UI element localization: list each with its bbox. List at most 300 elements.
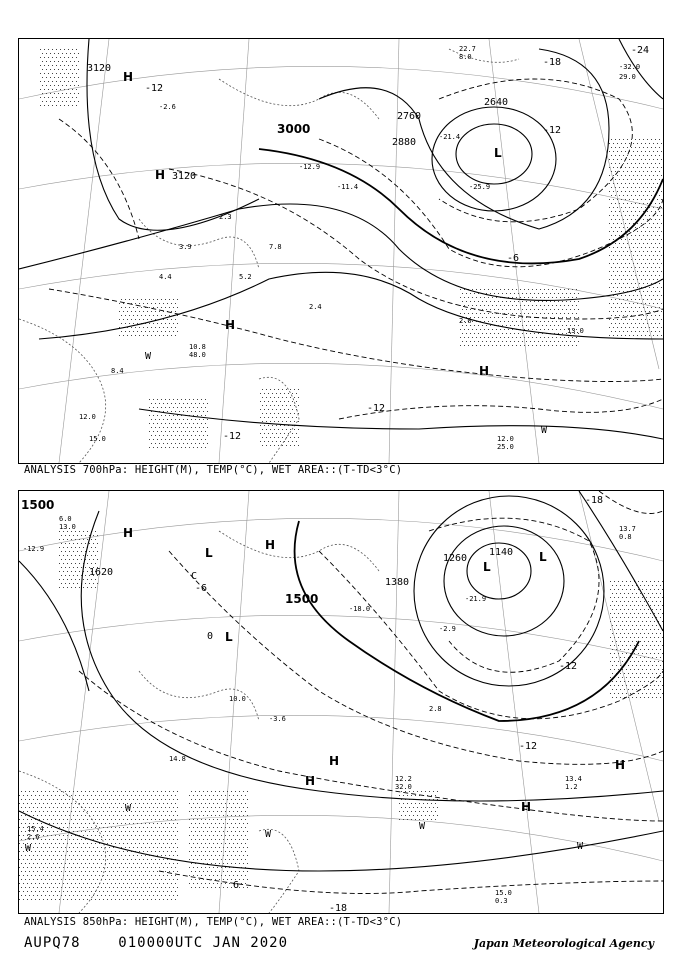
- wet-dot: [171, 795, 172, 796]
- wet-dot: [181, 399, 182, 400]
- wet-dot: [141, 807, 142, 808]
- wet-dot: [658, 653, 659, 654]
- wet-dot: [74, 61, 75, 62]
- wet-dot: [63, 571, 64, 572]
- wet-dot: [508, 329, 509, 330]
- wet-dot: [655, 235, 656, 236]
- wet-dot: [91, 587, 92, 588]
- wet-dot: [171, 899, 172, 900]
- wet-dot: [161, 423, 162, 424]
- wet-dot: [619, 211, 620, 212]
- wet-dot: [227, 815, 228, 816]
- wet-dot: [282, 389, 283, 390]
- wet-dot: [636, 681, 637, 682]
- wet-dot: [189, 835, 190, 836]
- wet-dot: [264, 425, 265, 426]
- wet-dot: [612, 585, 613, 586]
- wet-dot: [133, 307, 134, 308]
- wet-dot: [617, 175, 618, 176]
- wet-dot: [578, 309, 579, 310]
- wet-dot: [544, 305, 545, 306]
- wet-dot: [21, 887, 22, 888]
- wet-dot: [231, 847, 232, 848]
- wet-dot: [51, 843, 52, 844]
- wet-dot: [43, 843, 44, 844]
- wet-dot: [169, 331, 170, 332]
- wet-dot: [95, 811, 96, 812]
- wet-dot: [163, 867, 164, 868]
- wet-dot: [121, 879, 122, 880]
- wet-dot: [642, 605, 643, 606]
- wet-dot: [195, 435, 196, 436]
- height-label: 2640: [484, 97, 509, 108]
- wet-dot: [35, 875, 36, 876]
- wet-dot: [131, 875, 132, 876]
- wet-dot: [637, 295, 638, 296]
- wet-dot: [60, 105, 61, 106]
- wet-dot: [433, 807, 434, 808]
- wet-dot: [125, 315, 126, 316]
- wet-dot: [612, 601, 613, 602]
- wet-dot: [109, 815, 110, 816]
- wet-dot: [614, 669, 615, 670]
- wet-dot: [197, 795, 198, 796]
- wet-dot: [231, 807, 232, 808]
- wet-dot: [195, 807, 196, 808]
- wet-dot: [609, 231, 610, 232]
- wet-dot: [71, 811, 72, 812]
- wet-dot: [177, 831, 178, 832]
- wet-dot: [95, 875, 96, 876]
- wet-dot: [627, 299, 628, 300]
- wet-dot: [173, 895, 174, 896]
- wet-dot: [97, 543, 98, 544]
- wet-dot: [71, 899, 72, 900]
- wet-dot: [197, 407, 198, 408]
- wet-dot: [419, 819, 420, 820]
- wet-dot: [207, 855, 208, 856]
- wet-dot: [221, 883, 222, 884]
- wet-dot: [621, 191, 622, 192]
- wet-dot: [617, 335, 618, 336]
- wet-dot: [486, 317, 487, 318]
- wet-dot: [175, 843, 176, 844]
- wet-dot: [62, 61, 63, 62]
- wet-dot: [611, 195, 612, 196]
- wet-dot: [195, 403, 196, 404]
- wet-dot: [241, 803, 242, 804]
- wet-dot: [93, 807, 94, 808]
- wet-dot: [115, 835, 116, 836]
- wet-dot: [57, 895, 58, 896]
- wet-dot: [650, 653, 651, 654]
- wet-dot: [173, 823, 174, 824]
- wet-dot: [609, 183, 610, 184]
- wet-dot: [57, 791, 58, 792]
- wet-dot: [482, 341, 483, 342]
- wet-dot: [191, 815, 192, 816]
- wet-dot: [494, 293, 495, 294]
- wet-dot: [427, 811, 428, 812]
- wet-dot: [57, 823, 58, 824]
- wet-dot: [111, 819, 112, 820]
- wet-dot: [468, 305, 469, 306]
- wet-dot: [239, 791, 240, 792]
- wet-dot: [568, 297, 569, 298]
- wet-dot: [614, 605, 615, 606]
- wet-dot: [159, 327, 160, 328]
- wet-dot: [137, 323, 138, 324]
- wet-dot: [649, 167, 650, 168]
- wet-dot: [649, 159, 650, 160]
- wet-dot: [609, 255, 610, 256]
- wet-dot: [661, 231, 662, 232]
- wet-dot: [540, 337, 541, 338]
- wet-dot: [171, 875, 172, 876]
- wet-dot: [165, 799, 166, 800]
- wet-dot: [629, 215, 630, 216]
- wet-dot: [171, 819, 172, 820]
- wet-dot: [121, 855, 122, 856]
- station-value: 13.7: [619, 525, 636, 533]
- wet-dot: [627, 187, 628, 188]
- wet-dot: [135, 835, 136, 836]
- wet-dot: [657, 271, 658, 272]
- wet-dot: [41, 799, 42, 800]
- wet-dot: [175, 435, 176, 436]
- wet-dot: [63, 875, 64, 876]
- wet-dot: [69, 887, 70, 888]
- wet-dot: [157, 815, 158, 816]
- wet-dot: [149, 831, 150, 832]
- wet-dot: [468, 329, 469, 330]
- wet-dot: [570, 325, 571, 326]
- wet-dot: [635, 259, 636, 260]
- wet-dot: [484, 297, 485, 298]
- wet-dot: [611, 307, 612, 308]
- wet-dot: [49, 831, 50, 832]
- wet-dot: [651, 179, 652, 180]
- wet-dot: [125, 299, 126, 300]
- wet-dot: [618, 621, 619, 622]
- wet-dot: [622, 597, 623, 598]
- wet-dot: [87, 891, 88, 892]
- wet-dot: [221, 827, 222, 828]
- wet-dot: [638, 677, 639, 678]
- wet-dot: [262, 389, 263, 390]
- station-value: 12.2: [395, 775, 412, 783]
- wet-dot: [620, 617, 621, 618]
- wet-dot: [615, 299, 616, 300]
- wet-dot: [619, 203, 620, 204]
- wet-dot: [58, 101, 59, 102]
- wet-dot: [235, 847, 236, 848]
- wet-dot: [43, 803, 44, 804]
- wet-dot: [407, 803, 408, 804]
- wet-dot: [638, 685, 639, 686]
- wet-dot: [550, 293, 551, 294]
- wet-dot: [191, 831, 192, 832]
- wet-dot: [197, 843, 198, 844]
- wet-dot: [243, 879, 244, 880]
- wet-dot: [657, 215, 658, 216]
- wet-dot: [221, 843, 222, 844]
- wet-dot: [611, 315, 612, 316]
- wet-dot: [245, 819, 246, 820]
- wet-dot: [201, 439, 202, 440]
- wet-dot: [662, 653, 663, 654]
- wet-dot: [127, 795, 128, 796]
- wet-dot: [76, 81, 77, 82]
- wet-dot: [177, 399, 178, 400]
- wet-dot: [512, 345, 513, 346]
- wet-dot: [175, 827, 176, 828]
- wet-dot: [145, 879, 146, 880]
- wet-dot: [649, 287, 650, 288]
- wet-dot: [143, 803, 144, 804]
- wet-dot: [619, 147, 620, 148]
- wet-dot: [621, 295, 622, 296]
- wet-dot: [49, 887, 50, 888]
- wet-dot: [201, 819, 202, 820]
- wet-dot: [623, 283, 624, 284]
- wet-dot: [131, 335, 132, 336]
- wet-dot: [611, 163, 612, 164]
- wet-dot: [520, 313, 521, 314]
- wet-dot: [165, 887, 166, 888]
- wet-dot: [641, 207, 642, 208]
- wet-dot: [153, 323, 154, 324]
- wet-dot: [37, 823, 38, 824]
- wet-dot: [105, 895, 106, 896]
- wet-dot: [89, 543, 90, 544]
- wet-dot: [93, 855, 94, 856]
- wet-dot: [169, 887, 170, 888]
- wet-dot: [73, 815, 74, 816]
- wet-dot: [610, 629, 611, 630]
- wet-dot: [91, 827, 92, 828]
- wet-dot: [282, 405, 283, 406]
- caption-700hpa: ANALYSIS 700hPa: HEIGHT(M), TEMP(°C), WET AREA::(T-TD<3°C): [24, 464, 403, 476]
- wet-dot: [241, 835, 242, 836]
- wet-dot: [650, 589, 651, 590]
- wet-dot: [21, 823, 22, 824]
- wet-dot: [632, 689, 633, 690]
- wet-dot: [272, 441, 273, 442]
- wet-dot: [131, 899, 132, 900]
- wet-dot: [233, 859, 234, 860]
- wet-dot: [197, 447, 198, 448]
- wet-dot: [45, 839, 46, 840]
- wet-dot: [631, 283, 632, 284]
- wet-dot: [658, 589, 659, 590]
- wet-dot: [173, 431, 174, 432]
- wet-dot: [69, 583, 70, 584]
- wet-dot: [139, 327, 140, 328]
- wet-dot: [652, 593, 653, 594]
- wet-dot: [189, 819, 190, 820]
- station-value: -2.6: [159, 103, 176, 111]
- wet-dot: [149, 879, 150, 880]
- wet-dot: [619, 307, 620, 308]
- wet-dot: [67, 579, 68, 580]
- wet-dot: [659, 211, 660, 212]
- wet-dot: [476, 345, 477, 346]
- high-pressure-center: H: [123, 526, 134, 540]
- wet-dot: [653, 151, 654, 152]
- wet-dot: [105, 847, 106, 848]
- wet-dot: [524, 305, 525, 306]
- station-value: 22.7: [459, 45, 476, 53]
- wet-dot: [129, 831, 130, 832]
- wet-dot: [613, 199, 614, 200]
- station-value: 2.6: [27, 833, 40, 841]
- wet-dot: [193, 867, 194, 868]
- wet-dot: [646, 597, 647, 598]
- wet-dot: [284, 441, 285, 442]
- wet-dot: [626, 677, 627, 678]
- wet-dot: [61, 567, 62, 568]
- wet-dot: [91, 883, 92, 884]
- wet-dot: [51, 819, 52, 820]
- wet-dot: [629, 159, 630, 160]
- wet-dot: [191, 863, 192, 864]
- wet-dot: [630, 637, 631, 638]
- wet-dot: [99, 891, 100, 892]
- wet-dot: [177, 879, 178, 880]
- wet-dot: [653, 255, 654, 256]
- wet-dot: [612, 593, 613, 594]
- wet-dot: [139, 835, 140, 836]
- wet-dot: [576, 313, 577, 314]
- wet-dot: [95, 803, 96, 804]
- wet-dot: [650, 605, 651, 606]
- wet-dot: [121, 791, 122, 792]
- wet-dot: [207, 815, 208, 816]
- temp-label: -12: [145, 83, 164, 94]
- wet-dot: [490, 309, 491, 310]
- wet-dot: [661, 215, 662, 216]
- wet-dot: [105, 887, 106, 888]
- wet-dot: [123, 827, 124, 828]
- temp-label: 0: [207, 631, 214, 642]
- wet-dot: [576, 297, 577, 298]
- wet-dot: [508, 337, 509, 338]
- wet-dot: [151, 891, 152, 892]
- wet-dot: [42, 77, 43, 78]
- wet-dot: [78, 53, 79, 54]
- wet-dot: [632, 585, 633, 586]
- wet-dot: [648, 585, 649, 586]
- wet-dot: [245, 803, 246, 804]
- wet-dot: [520, 305, 521, 306]
- wet-dot: [272, 401, 273, 402]
- wet-dot: [637, 207, 638, 208]
- low-pressure-center: L: [483, 560, 491, 574]
- wet-dot: [21, 807, 22, 808]
- wet-dot: [135, 803, 136, 804]
- wet-dot: [627, 251, 628, 252]
- wet-dot: [191, 855, 192, 856]
- wet-dot: [284, 417, 285, 418]
- wet-dot: [151, 795, 152, 796]
- wet-dot: [191, 427, 192, 428]
- temp-label: 6: [233, 880, 240, 891]
- wet-dot: [260, 417, 261, 418]
- wet-dot: [522, 309, 523, 310]
- wet-dot: [79, 891, 80, 892]
- wet-dot: [117, 791, 118, 792]
- wet-dot: [60, 81, 61, 82]
- wet-dot: [260, 393, 261, 394]
- wet-dot: [177, 871, 178, 872]
- wet-dot: [129, 871, 130, 872]
- wet-dot: [35, 851, 36, 852]
- wet-dot: [111, 795, 112, 796]
- wet-dot: [195, 427, 196, 428]
- wet-dot: [616, 633, 617, 634]
- wet-dot: [185, 439, 186, 440]
- wet-dot: [659, 307, 660, 308]
- wet-dot: [540, 289, 541, 290]
- wet-dot: [468, 297, 469, 298]
- wet-dot: [638, 669, 639, 670]
- wet-dot: [237, 859, 238, 860]
- wet-dot: [644, 649, 645, 650]
- wet-dot: [278, 413, 279, 414]
- wet-dot: [626, 613, 627, 614]
- wet-dot: [143, 867, 144, 868]
- wet-dot: [534, 309, 535, 310]
- wet-dot: [648, 641, 649, 642]
- wet-dot: [624, 641, 625, 642]
- wet-dot: [143, 891, 144, 892]
- wet-dot: [153, 831, 154, 832]
- wet-dot: [229, 795, 230, 796]
- wet-dot: [169, 423, 170, 424]
- wet-dot: [617, 207, 618, 208]
- wet-dot: [643, 139, 644, 140]
- wet-dot: [51, 883, 52, 884]
- wet-dot: [612, 633, 613, 634]
- wet-dot: [107, 795, 108, 796]
- wet-dot: [490, 317, 491, 318]
- wet-dot: [562, 325, 563, 326]
- wet-dot: [159, 899, 160, 900]
- wet-dot: [628, 641, 629, 642]
- wet-dot: [245, 883, 246, 884]
- wet-dot: [85, 583, 86, 584]
- wet-dot: [151, 335, 152, 336]
- wet-dot: [133, 895, 134, 896]
- wet-dot: [211, 871, 212, 872]
- wet-dot: [635, 283, 636, 284]
- wet-dot: [270, 389, 271, 390]
- wet-dot: [625, 335, 626, 336]
- wet-dot: [163, 819, 164, 820]
- wet-dot: [155, 427, 156, 428]
- wet-dot: [638, 597, 639, 598]
- wet-dot: [78, 93, 79, 94]
- wet-dot: [33, 823, 34, 824]
- wet-dot: [121, 823, 122, 824]
- wet-dot: [627, 307, 628, 308]
- wet-dot: [33, 799, 34, 800]
- wet-dot: [629, 175, 630, 176]
- wet-dot: [654, 669, 655, 670]
- wet-dot: [653, 319, 654, 320]
- wet-dot: [635, 187, 636, 188]
